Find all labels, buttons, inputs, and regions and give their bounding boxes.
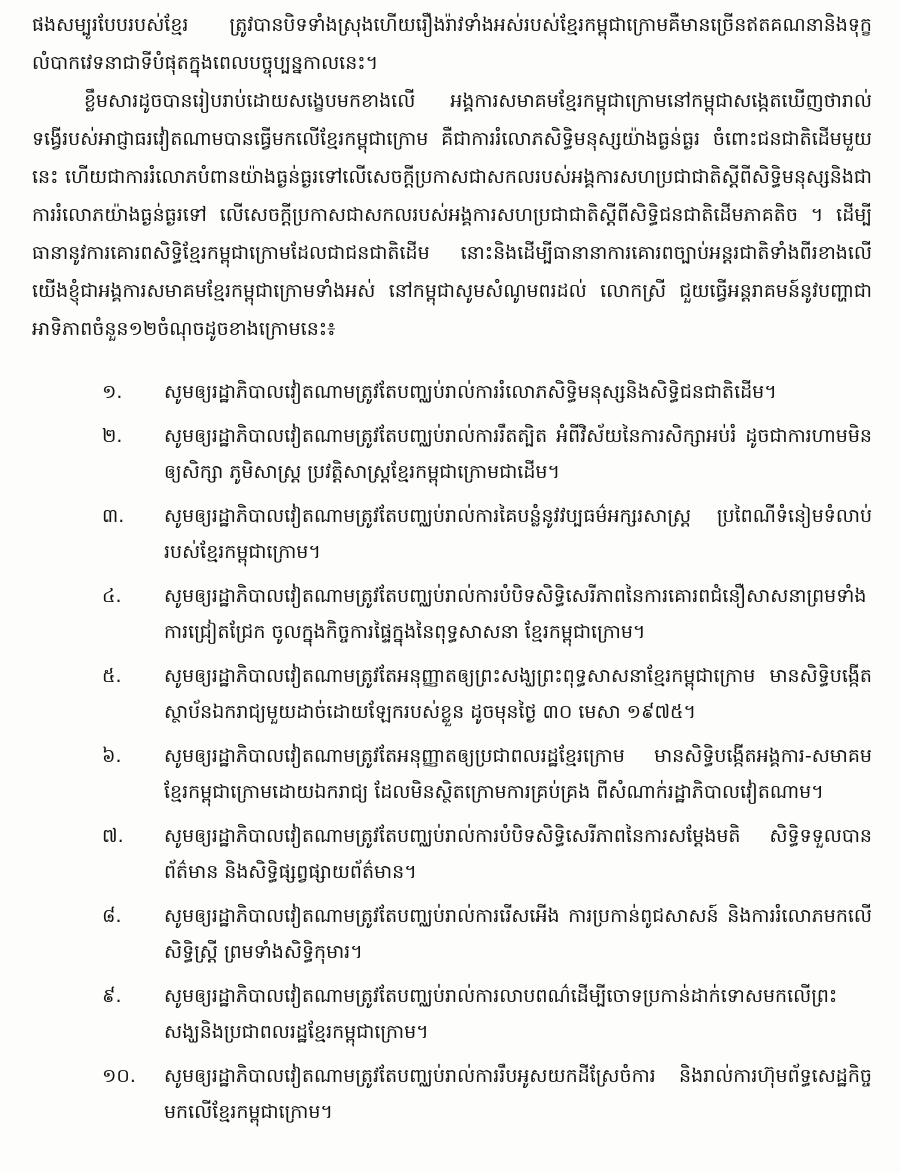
list-item: [102, 374, 872, 410]
item-number: ១០.: [102, 1065, 136, 1087]
list-item: [102, 1058, 872, 1130]
list-item: [102, 898, 872, 970]
summary-paragraph: ខ្លឹមសារដូចបានរៀបរាប់ដោយសង្ខេបមកខាងលើ អង្គការសមាគមខ្មែរកម្ពុជាក្រោមនៅកម្ពុជាសង្កេតឃើញថារាល់ទង្វើរបស់អាជ្ញាធរវៀតណាមបានធ្វើមកលើខ្មែរកម្ពុជាក្រោម គឺជាការរំលោភសិទ្ធិមនុស្សយ៉ាងធ្ងន់ធ្ងរ ចំពោះជនជាតិដើមមួយនេះ ហើយជាការរំលោភបំពានយ៉ាងធ្ងន់ធ្ងរទៅលើសេចក្តីប្រកាសជាសកលរបស់អង្គការសហប្រជាជាតិស្តីពីសិទ្ធិមនុស្សនិងជាការរំលោភយ៉ាងធ្ងន់ធ្ងរទៅ លើសេចក្តីប្រកាសជាសកលរបស់អង្គការសហប្រជាជាតិស្តីពីសិទ្ធិជនជាតិដើមភាគតិច ។ ដើម្បីធានានូវការគោរពសិទ្ធិខ្មែរកម្ពុជាក្រោមដែលជាជនជាតិដើម នោះនិងដើម្បីធានានាការគោរពច្បាប់អន្តរជាតិទាំងពីរខាងលើ យើងខ្ញុំជាអង្គការសមាគមខ្មែរកម្ពុជាក្រោមទាំងអស់ នៅកម្ពុជាសូមសំណូមពរដល់ លោកស្រី ជួយធ្វើអន្តរាគមន៍នូវបញ្ហាជាអាទិភាពចំនួន១២ចំណុចដូចខាងក្រោមនេះ៖: [32, 90, 872, 340]
item-number: ១.: [102, 381, 123, 403]
item-text: សូមឲ្យរដ្ឋាភិបាលវៀតណាមត្រូវតែបញ្ឈប់រាល់ការរឹតត្បិត អំពីវិស័យនៃការសិក្សាអប់រំ ដូចជាការហាមមិនឲ្យសិក្សា ភូមិសាស្ត្រ ប្រវត្តិសាស្ត្រខ្មែរកម្ពុជាក្រោមជាដើម។: [164, 425, 872, 483]
intro-paragraph: ផងសម្បូរបែបរបស់ខ្មែរ ត្រូវបានបិទទាំងស្រុងហើយរឿងរ៉ាវទាំងអស់របស់ខ្មែរកម្ពុជាក្រោមគឺមានច្រើនឥតគណនានិងទុក្ខលំបាកវេទនាជាទីបំផុតក្នុងពេលបច្ចុប្បន្នកាលនេះ។: [32, 14, 872, 74]
item-number: ៥.: [102, 665, 122, 687]
item-text: សូមឲ្យរដ្ឋាភិបាលវៀតណាមត្រូវតែបញ្ឈប់រាល់ការបំបិទសិទ្ធិសេរីភាពនៃការគោរពជំនឿសាសនាព្រមទាំងការជ្រៀតជ្រែក ចូលក្នុងកិច្ចការផ្ទៃក្នុងនៃពុទ្ធសាសនា ខ្មែរកម្ពុជាក្រោម។: [164, 585, 867, 643]
item-number: ៨.: [102, 905, 122, 927]
item-number: ៦.: [102, 745, 122, 767]
demands-list: [32, 374, 872, 1130]
list-item: [102, 978, 872, 1050]
list-item: [102, 578, 872, 650]
item-number: ២.: [102, 425, 123, 447]
item-text: សូមឲ្យរដ្ឋាភិបាលវៀតណាមត្រូវតែអនុញ្ញាតឲ្យប្រជាពលរដ្ឋខ្មែរក្រោម មានសិទ្ធិបង្កើតអង្គការ-សមាគមខ្មែរកម្ពុជាក្រោមដោយឯករាជ្យ ដែលមិនស្ថិតក្រោមការគ្រប់គ្រង ពីសំណាក់រដ្ឋាភិបាលវៀតណាម។: [164, 745, 872, 803]
item-text: សូមឲ្យរដ្ឋាភិបាលវៀតណាមត្រូវតែបញ្ឈប់រាល់ការរឹបអូសយកដីស្រែចំការ និងរាល់ការហ៊ុមព័ទ្ធសេដ្ឋកិច្ច មកលើខ្មែរកម្ពុជាក្រោម។: [164, 1065, 872, 1123]
item-number: ៩.: [102, 985, 122, 1007]
item-text: សូមឲ្យរដ្ឋាភិបាលវៀតណាមត្រូវតែបញ្ឈប់រាល់ការរំលោភសិទ្ធិមនុស្សនិងសិទ្ធិជនជាតិដើម។: [164, 381, 777, 403]
item-text: សូមឲ្យរដ្ឋាភិបាលវៀតណាមត្រូវតែអនុញ្ញាតឲ្យព្រះសង្ឃព្រះពុទ្ធសាសនាខ្មែរកម្ពុជាក្រោម មានសិទ្ធិបង្កើតស្ថាប័នឯករាជ្យមួយដាច់ដោយឡែករបស់ខ្លួន ដូចមុនថ្ងៃ ៣០ មេសា ១៩៧៥។: [164, 665, 872, 723]
list-item: [102, 738, 872, 810]
item-number: ៣.: [102, 505, 125, 527]
item-text: សូមឲ្យរដ្ឋាភិបាលវៀតណាមត្រូវតែបញ្ឈប់រាល់ការលាបពណ៌ដើម្បីចោទប្រកាន់ដាក់ទោសមកលើព្រះសង្ឃនិងប្រជាពលរដ្ឋខ្មែរកម្ពុជាក្រោម។: [164, 985, 838, 1043]
item-text: សូមឲ្យរដ្ឋាភិបាលវៀតណាមត្រូវតែបញ្ឈប់រាល់ការគៃបន្លំនូវវប្បធម៌អក្សរសាស្ត្រ ប្រពៃណីទំនៀមទំលាប់ របស់ខ្មែរកម្ពុជាក្រោម។: [164, 505, 872, 563]
list-item: [102, 818, 872, 890]
item-number: ៧.: [102, 825, 124, 847]
item-number: ៤.: [102, 585, 122, 607]
list-item: [102, 418, 872, 490]
item-text: សូមឲ្យរដ្ឋាភិបាលវៀតណាមត្រូវតែបញ្ឈប់រាល់ការរើសអើង ការប្រកាន់ពូជសាសន៍ និងការរំលោភមកលើសិទ្ធិស្ត្រី ព្រមទាំងសិទ្ធិកុមារ។: [164, 905, 872, 963]
item-text: សូមឲ្យរដ្ឋាភិបាលវៀតណាមត្រូវតែបញ្ឈប់រាល់ការបំបិទសិទ្ធិសេរីភាពនៃការសម្តែងមតិ សិទ្ធិទទួលបានព័ត៌មាន និងសិទ្ធិផ្សព្វផ្សាយព័ត៌មាន។: [164, 825, 872, 883]
list-item: [102, 498, 872, 570]
list-item: [102, 658, 872, 730]
